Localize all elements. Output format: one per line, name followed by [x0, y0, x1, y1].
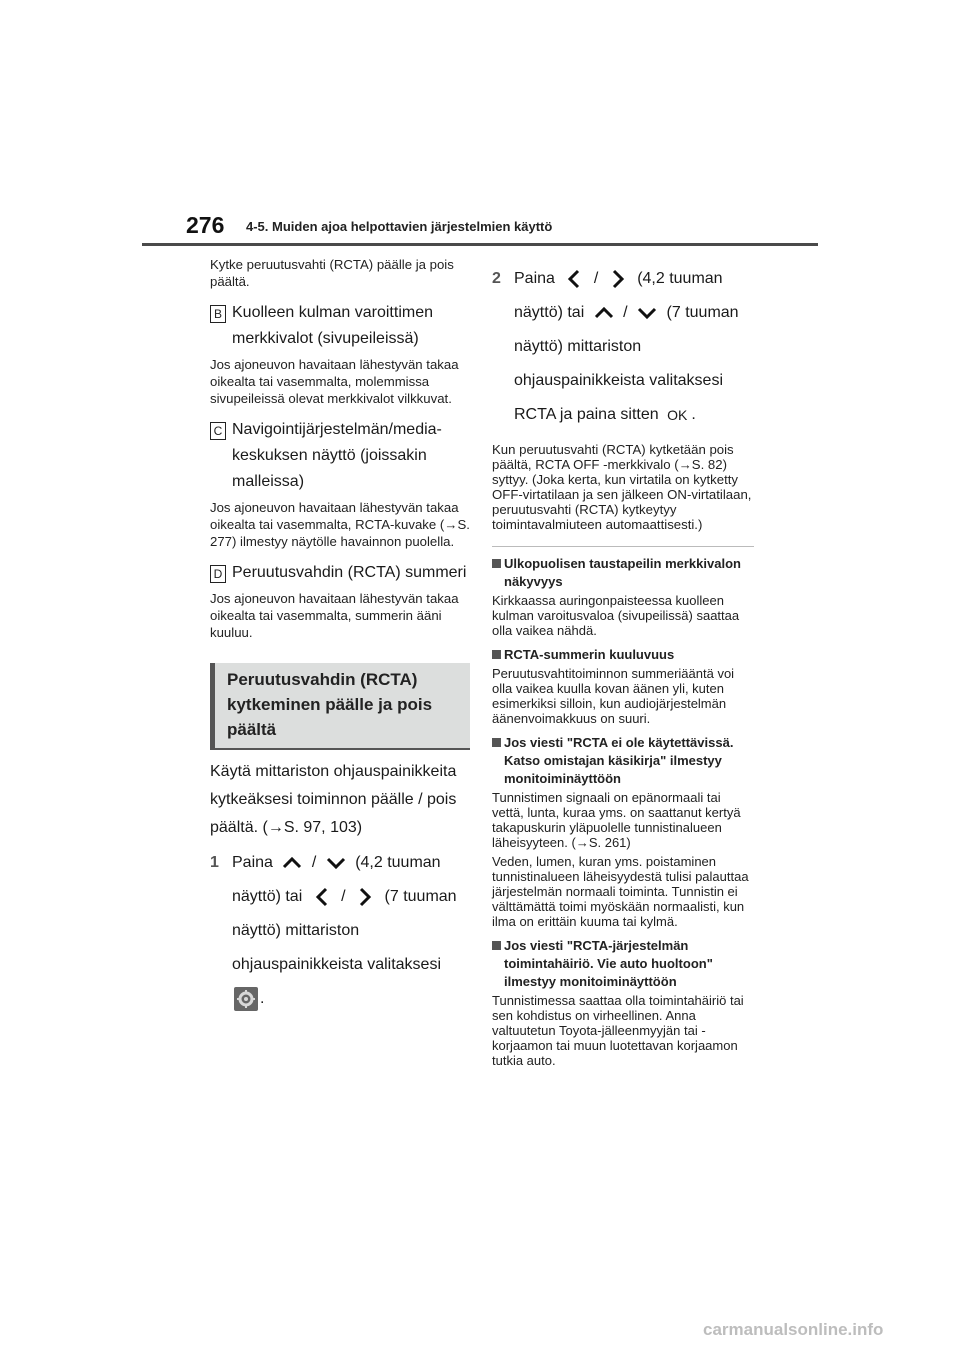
chevron-up-icon [281, 852, 303, 874]
step-2 [492, 262, 754, 432]
notes-divider [492, 546, 754, 547]
note-1-text: Kirkkaassa auringonpaisteessa kuolleen kulman varoitusvaloa (sivupeilissä) saattaa olla vaikea nähdä. [492, 593, 740, 639]
item-c-text: Jos ajoneuvon havaitaan lähestyvän takaa oikealta tai vasemmalta, RCTA-kuvake (→S. 277) ilmestyy näytölle havainnon puolella. [210, 500, 470, 549]
step-2-end: . [691, 406, 696, 424]
step-2-number: 2 [492, 270, 501, 287]
note-3-heading [492, 734, 754, 788]
header-rule [142, 243, 818, 246]
step-1-press: Paina [232, 854, 273, 871]
step-1-slash-2: / [341, 888, 346, 905]
letter-label-b: B [210, 305, 226, 323]
item-b-heading: Kuolleen kulman varoittimen merkkivalot (sivupeileissä) [232, 304, 433, 347]
item-c [210, 417, 470, 495]
chevron-left-icon [311, 886, 333, 908]
right-column [492, 262, 754, 1070]
note-1-title: Ulkopuolisen taustapeilin merkkivalon näkyvyys [504, 556, 741, 590]
note-3-title: Jos viesti "RCTA ei ole käytettävissä. Katso omistajan käsikirja" ilmestyy monitoiminäyttöön [504, 735, 734, 787]
note-4-title: Jos viesti "RCTA-järjestelmän toimintahäiriö. Vie auto huoltoon" ilmestyy monitoiminäyttöön [504, 938, 713, 990]
note-2-heading [492, 646, 754, 664]
step-1-end: . [260, 990, 265, 1007]
section-heading-box [210, 663, 470, 750]
after-step-text: Kun peruutusvahti (RCTA) kytketään pois päältä, RCTA OFF -merkkivalo (→S. 82) syttyy. (Joka kerta, kun virtatila on kytketty OFF-virtatilaan ja sen jälkeen ON-virtatilaan, peruutusvahti (RCTA) kytkeytyy toimintavalmiuteen automaattisesti.) [492, 442, 752, 533]
step-1-text-b: (4,2 tuuman näyttö) tai [232, 854, 441, 905]
instruction-paragraph: Käytä mittariston ohjauspainikkeita kytkeäksesi toiminnon päälle / pois päältä. (→S. 97, 103) [210, 763, 457, 836]
section-heading: Peruutusvahdin (RCTA) kytkeminen päälle ja pois päältä [227, 670, 433, 739]
item-c-heading: Navigointijärjestelmän/media-keskuksen näyttö (joissakin malleissa) [232, 421, 442, 490]
intro-text: Kytke peruutusvahti (RCTA) päälle ja pois päältä. [210, 257, 454, 289]
chevron-left-icon [563, 268, 585, 290]
square-bullet-icon [492, 559, 501, 568]
square-bullet-icon [492, 941, 501, 950]
chevron-down-icon [636, 302, 658, 324]
note-4-text: Tunnistimessa saattaa olla toimintahäiriö tai sen kohdistus on virheellinen. Anna valtuutetun Toyota-jälleenmyyjän tai -korjaamon tai muun luotettavan korjaamon tutkia auto. [492, 993, 744, 1069]
square-bullet-icon [492, 650, 501, 659]
chevron-up-icon [593, 302, 615, 324]
step-2-text-c: (7 tuuman näyttö) mittariston ohjauspainikkeista valitaksesi RCTA ja paina sitten [514, 304, 739, 424]
letter-label-c: C [210, 422, 226, 440]
note-1-heading [492, 555, 754, 591]
step-2-slash-2: / [623, 304, 628, 321]
watermark: carmanualsonline.info [703, 1320, 884, 1339]
square-bullet-icon [492, 738, 501, 747]
ok-button-label: OK [667, 407, 688, 423]
step-1-slash: / [311, 854, 317, 871]
section-title: 4-5. Muiden ajoa helpottavien järjestelmien käyttö [246, 219, 553, 234]
note-3-text-2: Veden, lumen, kuran yms. poistaminen tunnistinalueen läheisyydestä tulisi palauttaa järjestelmän normaali toiminta. Tunnistin ei välttämättä toimi myöskään normaalisti, kun ilma on erittäin kuuma tai kylmä. [492, 854, 749, 930]
gear-icon [234, 987, 258, 1011]
page-number: 276 [186, 212, 225, 238]
letter-label-d: D [210, 565, 226, 583]
item-b [210, 300, 470, 352]
step-2-press: Paina [514, 270, 555, 287]
item-d-text: Jos ajoneuvon havaitaan lähestyvän takaa oikealta tai vasemmalta, summerin ääni kuuluu. [210, 591, 459, 640]
chevron-right-icon [354, 886, 376, 908]
item-d [210, 560, 470, 586]
chevron-down-icon [325, 852, 347, 874]
left-column [210, 256, 470, 1016]
step-1 [210, 846, 470, 1016]
step-2-slash: / [593, 270, 599, 287]
note-3-text-1: Tunnistimen signaali on epänormaali tai vettä, lunta, kuraa yms. on saattanut kertyä takapuskurin yläpuolelle tunnistinalueen läheisyyteen. (→S. 261) [492, 790, 741, 851]
step-1-number: 1 [210, 854, 219, 871]
item-b-text: Jos ajoneuvon havaitaan lähestyvän takaa oikealta tai vasemmalta, molemmissa sivupeileissä olevat merkkivalot vilkkuvat. [210, 357, 459, 406]
step-2-text-b: (4,2 tuuman näyttö) tai [514, 270, 723, 321]
note-2-title: RCTA-summerin kuuluvuus [504, 647, 675, 663]
step-1-text-c: (7 tuuman näyttö) mittariston ohjauspainikkeista valitaksesi [232, 888, 457, 973]
note-2-text: Peruutusvahtitoiminnon summeriääntä voi olla vaikea kuulla kovan äänen yli, kuten esimerkiksi silloin, kun audiojärjestelmän äänenvoimakkuus on suuri. [492, 666, 735, 727]
item-d-heading: Peruutusvahdin (RCTA) summeri [232, 564, 467, 581]
note-4-heading [492, 937, 754, 991]
chevron-right-icon [607, 268, 629, 290]
